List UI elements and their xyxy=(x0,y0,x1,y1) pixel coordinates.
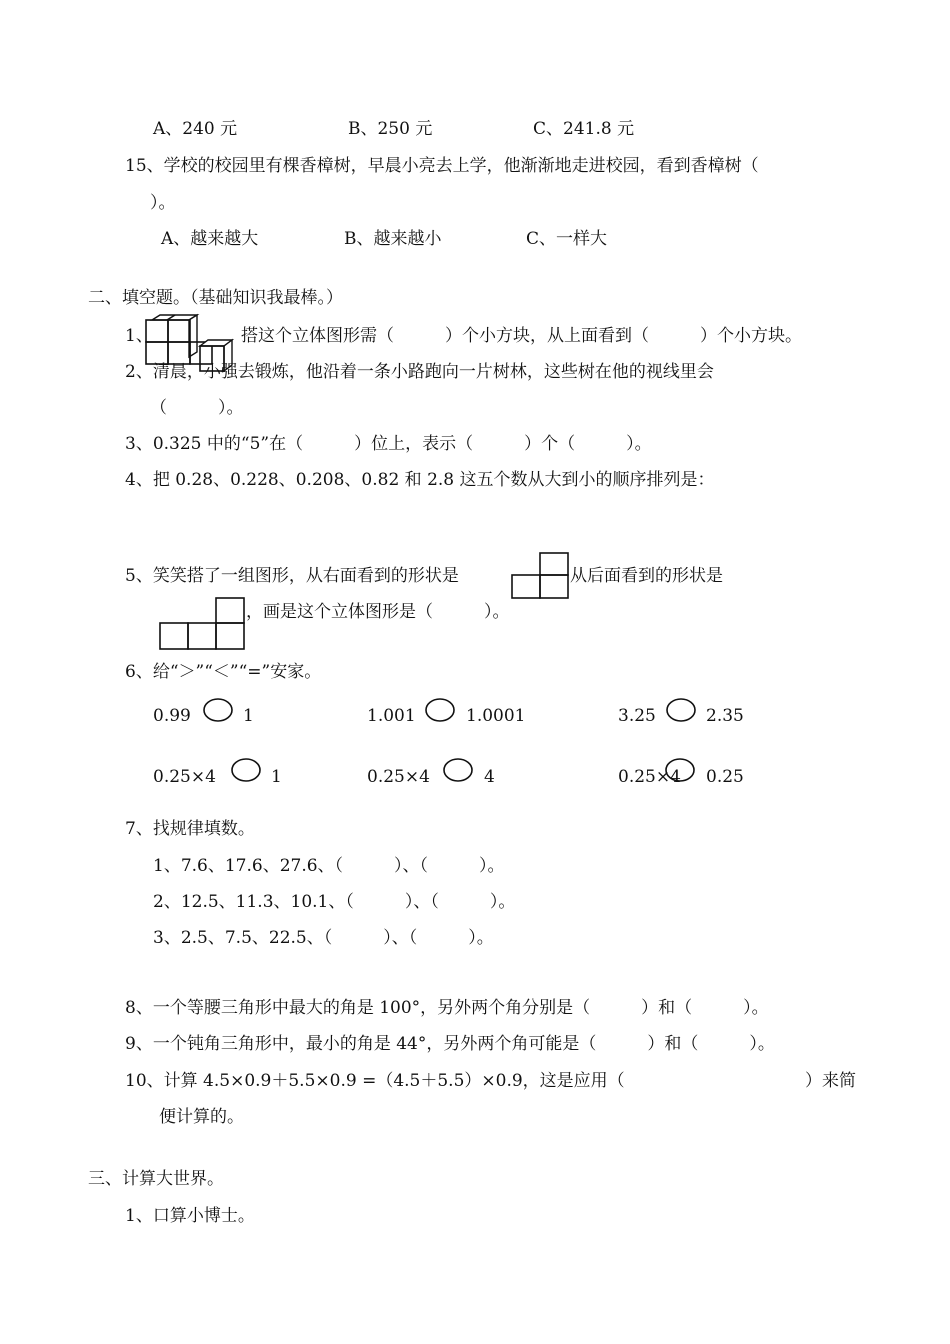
back-view-shape xyxy=(160,597,246,651)
section3-heading: 三、计算大世界。 xyxy=(88,1169,224,1189)
compare-2-right: 1.0001 xyxy=(466,706,526,726)
s2-q5-part3: ，画是这个立体图形是（ ）。 xyxy=(246,602,510,622)
q14-option-a: A、240 元 xyxy=(153,119,238,139)
pattern-item-3: 3、2.5、7.5、22.5、（ ）、（ ）。 xyxy=(153,928,494,948)
compare-4-circle[interactable] xyxy=(230,757,262,783)
s2-q8: 8、一个等腰三角形中最大的角是 100°，另外两个角分别是（ ）和（ ）。 xyxy=(125,998,769,1018)
compare-6-right: 0.25 xyxy=(706,767,744,787)
q15-question-line1: 15、学校的校园里有棵香樟树，早晨小亮去上学，他渐渐地走进校园，看到香樟树（ xyxy=(125,156,759,176)
q15-option-c: C、一样大 xyxy=(526,229,608,249)
q15-question-line2: ）。 xyxy=(150,193,176,213)
s2-q6-title: 6、给“＞”“＜”“=”安家。 xyxy=(125,662,322,682)
s2-q10-line2: 便计算的。 xyxy=(159,1107,244,1127)
compare-3-right: 2.35 xyxy=(706,706,744,726)
pattern-item-1: 1、7.6、17.6、27.6、（ ）、（ ）。 xyxy=(153,856,505,876)
s2-q10-line1-end: ）来简 xyxy=(805,1071,856,1091)
s2-q4: 4、把 0.28、0.228、0.208、0.82 和 2.8 这五个数从大到小的顺序排列是： xyxy=(125,470,715,490)
section2-heading: 二、填空题。（基础知识我最棒。） xyxy=(88,288,343,308)
compare-1-circle[interactable] xyxy=(202,697,234,723)
compare-4-left: 0.25×4 xyxy=(153,767,216,787)
compare-4-right: 1 xyxy=(271,767,282,787)
q15-option-a: A、越来越大 xyxy=(161,229,259,249)
s2-q1-question: 搭这个立体图形需（ ）个小方块，从上面看到（ ）个小方块。 xyxy=(241,326,802,346)
s3-q1: 1、口算小博士。 xyxy=(125,1206,255,1226)
compare-5-left: 0.25×4 xyxy=(367,767,430,787)
right-view-shape xyxy=(512,552,570,600)
s2-q2-line2: （ ）。 xyxy=(150,398,244,418)
s2-q5-part1: 5、笑笑搭了一组图形，从右面看到的形状是 xyxy=(125,566,459,586)
s2-q5-part2: 从后面看到的形状是 xyxy=(570,566,723,586)
s2-q1-number: 1、 xyxy=(125,326,153,346)
q15-option-b: B、越来越小 xyxy=(344,229,442,249)
compare-1-right: 1 xyxy=(243,706,254,726)
q14-option-b: B、250 元 xyxy=(348,119,433,139)
compare-3-circle[interactable] xyxy=(665,697,697,723)
s2-q3: 3、0.325 中的“5”在（ ）位上，表示（ ）个（ ）。 xyxy=(125,434,652,454)
compare-5-circle[interactable] xyxy=(442,757,474,783)
s2-q7-title: 7、找规律填数。 xyxy=(125,819,255,839)
s2-q9: 9、一个钝角三角形中，最小的角是 44°，另外两个角可能是（ ）和（ ）。 xyxy=(125,1034,775,1054)
compare-6-circle[interactable] xyxy=(664,757,696,783)
pattern-item-2: 2、12.5、11.3、10.1、（ ）、（ ）。 xyxy=(153,892,516,912)
compare-6-left: 0.25×4 xyxy=(618,767,681,787)
compare-1-left: 0.99 xyxy=(153,706,191,726)
s2-q10-line1: 10、计算 4.5×0.9＋5.5×0.9 =（4.5＋5.5）×0.9，这是应用（ xyxy=(125,1071,625,1091)
compare-3-left: 3.25 xyxy=(618,706,656,726)
compare-2-circle[interactable] xyxy=(424,697,456,723)
compare-2-left: 1.001 xyxy=(367,706,416,726)
s2-q2-line1: 2、清晨，小强去锻炼，他沿着一条小路跑向一片树林，这些树在他的视线里会 xyxy=(125,362,714,382)
compare-5-right: 4 xyxy=(484,767,495,787)
q14-option-c: C、241.8 元 xyxy=(533,119,635,139)
